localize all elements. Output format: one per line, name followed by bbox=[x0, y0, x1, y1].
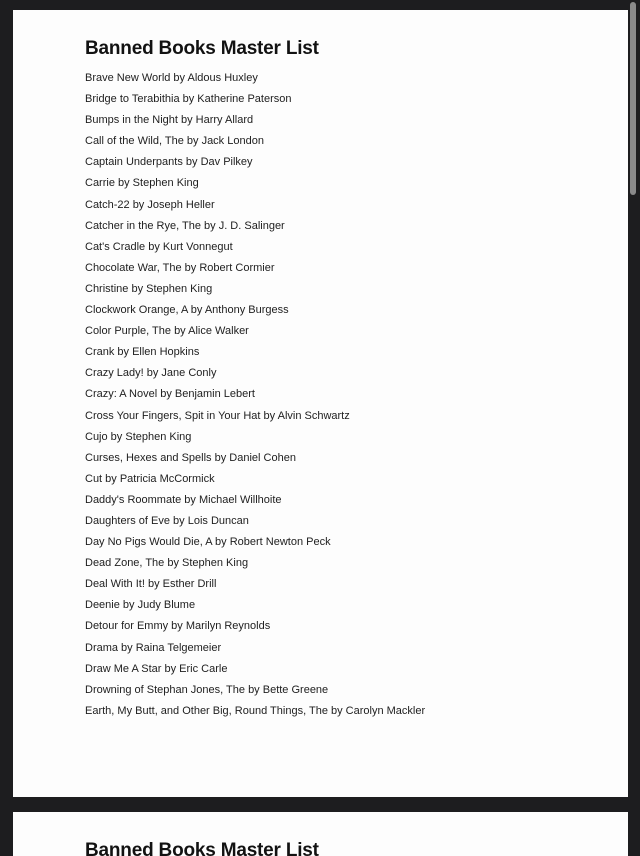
book-list-item: Crank by Ellen Hopkins bbox=[85, 346, 200, 359]
book-list-item: Dead Zone, The by Stephen King bbox=[85, 557, 249, 570]
book-list-item: Drama by Raina Telgemeier bbox=[85, 641, 222, 654]
book-list-item: Christine by Stephen King bbox=[85, 282, 213, 295]
book-list-item: Call of the Wild, The by Jack London bbox=[85, 135, 264, 148]
book-list-item: Cat's Cradle by Kurt Vonnegut bbox=[85, 240, 233, 253]
book-list-item: Color Purple, The by Alice Walker bbox=[85, 325, 249, 338]
next-page-title: Banned Books Master List bbox=[85, 840, 319, 856]
book-list-item: Detour for Emmy by Marilyn Reynolds bbox=[85, 620, 271, 633]
book-list-item: Earth, My Butt, and Other Big, Round Things, The by Carolyn Mackler bbox=[85, 704, 426, 717]
book-list-item: Cut by Patricia McCormick bbox=[85, 472, 215, 485]
book-list-item: Chocolate War, The by Robert Cormier bbox=[85, 261, 275, 274]
book-list-item: Deenie by Judy Blume bbox=[85, 599, 196, 612]
book-list-item: Day No Pigs Would Die, A by Robert Newton Peck bbox=[85, 536, 331, 549]
book-list-item: Catch-22 by Joseph Heller bbox=[85, 198, 215, 211]
book-list-item: Captain Underpants by Dav Pilkey bbox=[85, 156, 253, 169]
book-list-item: Deal With It! by Esther Drill bbox=[85, 578, 217, 591]
book-list-item: Crazy Lady! by Jane Conly bbox=[85, 367, 217, 380]
book-list-item: Carrie by Stephen King bbox=[85, 177, 199, 190]
book-list-item: Catcher in the Rye, The by J. D. Salinger bbox=[85, 219, 285, 232]
scrollbar-thumb[interactable] bbox=[630, 2, 636, 195]
book-list-item: Brave New World by Aldous Huxley bbox=[85, 72, 258, 84]
book-list-item: Drowning of Stephan Jones, The by Bette Greene bbox=[85, 683, 329, 696]
book-list-item: Daddy's Roommate by Michael Willhoite bbox=[85, 493, 282, 506]
book-list-item: Bridge to Terabithia by Katherine Paterson bbox=[85, 93, 292, 106]
document-page-2 bbox=[13, 812, 628, 856]
book-list-item: Cross Your Fingers, Spit in Your Hat by Alvin Schwartz bbox=[85, 409, 350, 422]
document-page-1 bbox=[13, 10, 628, 797]
book-list-item: Daughters of Eve by Lois Duncan bbox=[85, 514, 249, 527]
book-list-item: Bumps in the Night by Harry Allard bbox=[85, 114, 254, 127]
page-title: Banned Books Master List bbox=[85, 38, 319, 59]
book-list-item: Draw Me A Star by Eric Carle bbox=[85, 662, 228, 675]
book-list-item: Cujo by Stephen King bbox=[85, 430, 192, 443]
book-list-item: Crazy: A Novel by Benjamin Lebert bbox=[85, 388, 255, 401]
book-list-item: Clockwork Orange, A by Anthony Burgess bbox=[85, 304, 289, 317]
scrollbar-track[interactable] bbox=[628, 0, 640, 856]
book-list-item: Curses, Hexes and Spells by Daniel Cohen bbox=[85, 451, 296, 464]
book-list bbox=[85, 68, 425, 722]
